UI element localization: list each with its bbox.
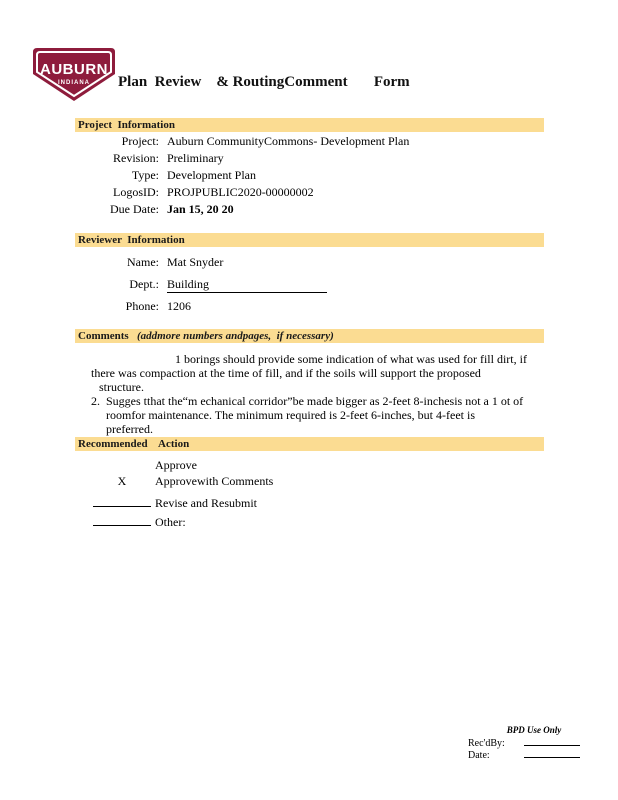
field-value: 1206 [167,299,191,313]
field-label: Dept.: [129,277,159,291]
section-header-project-information: Project Information [75,118,544,132]
option-marker-blank [93,454,151,469]
option-row-approve [75,454,544,473]
comment-2-line-1 [75,394,544,408]
field-row-name [75,251,544,273]
date-row [468,748,586,760]
recd-by-blank-line [524,736,580,746]
comment-2-text: Sugges tthat the“m echanical corridor”be made bigger as 2-feet 8-inchesis not a 1 ot of [106,394,524,408]
date-blank-line [524,748,580,758]
option-marker-x: X [117,474,127,488]
comments-header-label: Comments [78,330,129,342]
field-value: Auburn CommunityCommons- Development Plan [167,134,410,148]
field-row-phone [75,295,544,317]
option-label: Approve [155,458,197,472]
project-information-fields [75,133,544,218]
option-row-approve-with-comments [75,473,544,492]
field-row-due-date [75,201,544,218]
comment-2-number: 2. [91,394,100,408]
page-title: Plan Review & RoutingComment Form [118,74,410,90]
field-value: Development Plan [167,168,256,182]
office-use-block [468,725,586,760]
field-label: Project: [121,134,159,148]
option-row-revise-and-resubmit [75,492,544,511]
spacer [129,330,137,342]
field-label: Due Date: [110,202,159,216]
comments-body [75,352,544,436]
logo-primary-text: AUBURN [40,61,108,78]
option-blank-line [93,492,151,507]
comment-2-line-3: preferred. [106,422,153,436]
field-row-logos-id [75,184,544,201]
field-label: Type: [131,168,159,182]
comment-1-line-1: 1 borings should provide some indication of what was used for fill dirt, if [175,352,527,366]
option-label: Other: [155,515,186,529]
field-value: Preliminary [167,151,224,165]
reviewer-information-fields [75,251,544,317]
field-row-type [75,167,544,184]
field-row-revision [75,150,544,167]
comment-1-line-2: there was compaction at the time of fill, and if the soils will support the proposed [91,366,481,380]
recommended-action-options [75,454,544,530]
auburn-city-logo [32,47,116,103]
comment-1-line-3: structure. [99,380,144,394]
shield-icon [32,47,116,103]
field-value-underlined: Building [167,276,327,293]
date-label: Date: [468,750,490,761]
field-row-dept [75,273,544,295]
section-header-comments [75,329,544,343]
field-value: Mat Snyder [167,255,224,269]
option-blank-line [93,511,151,526]
option-label: Revise and Resubmit [155,496,257,510]
office-use-label: BPD Use Only [506,725,562,735]
comment-2-line-2: roomfor maintenance. The minimum required is 2-feet 6-inches, but 4-feet is [106,408,475,422]
field-value: Jan 15, 20 20 [167,202,234,216]
option-row-other [75,511,544,530]
comments-header-note: (addmore numbers andpages, if necessary) [136,330,334,342]
field-label: Phone: [125,299,159,313]
field-label: Revision: [112,151,159,165]
recd-by-label: Rec'dBy: [468,738,505,749]
logo-secondary-text: INDIANA [58,80,90,86]
section-header-reviewer-information: Reviewer Information [75,233,544,247]
section-header-recommended-action: Recommended Action [75,437,544,451]
field-label: Name: [127,255,159,269]
option-label: Approvewith Comments [155,474,274,488]
field-value: PROJPUBLIC2020-00000002 [167,185,314,199]
field-row-project [75,133,544,150]
recd-by-row [468,736,586,748]
field-label: LogosID: [113,185,159,199]
